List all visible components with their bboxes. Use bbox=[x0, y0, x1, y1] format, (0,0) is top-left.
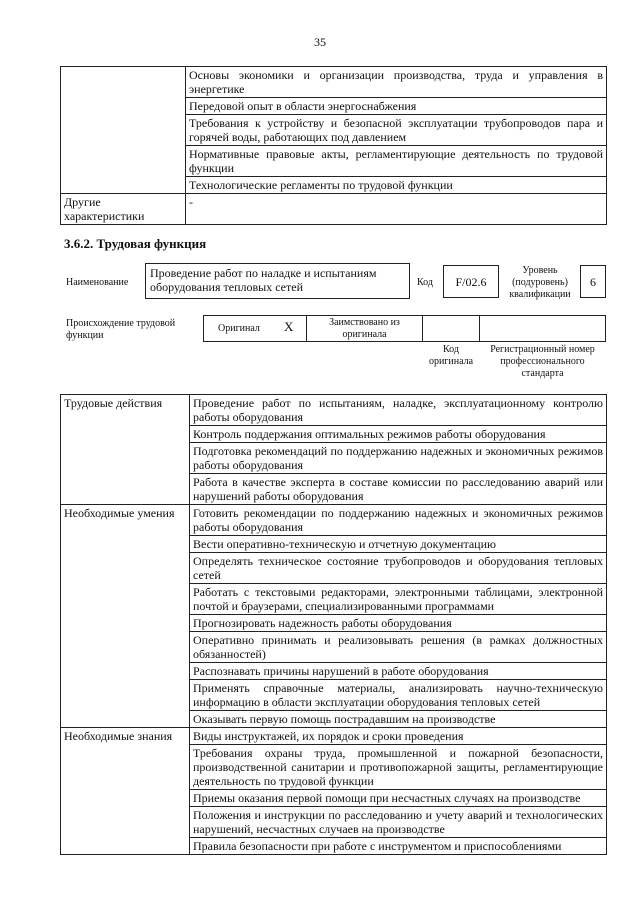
registration-number-cell bbox=[479, 315, 606, 342]
registration-caption: Регистрационный номер профессионального стандарта bbox=[490, 344, 595, 379]
skill-item: Вести оперативно-техническую и отчетную документацию bbox=[190, 536, 607, 553]
function-name-value: Проведение работ по наладке и испытаниям оборудования тепловых сетей bbox=[145, 263, 410, 299]
other-characteristics-value: - bbox=[186, 194, 607, 225]
knowledge-item: Требования охраны труда, промышленной и пожарной безопасности, производственной санитарии и противопожарной защиты, регламентирующие деятельность по трудовой функции bbox=[190, 745, 607, 790]
original-cell bbox=[203, 315, 307, 342]
other-characteristics-label: Другие характеристики bbox=[61, 194, 186, 225]
labor-action-item: Работа в качестве эксперта в составе комиссии по расследованию аварий или нарушений работы оборудования bbox=[190, 474, 607, 505]
name-label: Наименование bbox=[66, 277, 129, 288]
knowledge-item: Нормативные правовые акты, регламентирующие деятельность по трудовой функции bbox=[186, 146, 607, 177]
skill-item: Распознавать причины нарушений в работе оборудования bbox=[190, 663, 607, 680]
skill-item: Работать с текстовыми редакторами, электронными таблицами, электронной почтой и браузерами, специализированными программами bbox=[190, 584, 607, 615]
original-code-cell bbox=[422, 315, 480, 342]
labor-action-item: Контроль поддержания оптимальных режимов работы оборудования bbox=[190, 426, 607, 443]
level-label: Уровень (подуровень) квалификации bbox=[509, 265, 571, 300]
knowledge-continuation-table bbox=[60, 66, 607, 225]
code-value: F/02.6 bbox=[443, 265, 499, 298]
labor-function-table bbox=[60, 394, 607, 855]
section-title: 3.6.2. Трудовая функция bbox=[64, 236, 207, 251]
skill-item: Оперативно принимать и реализовывать решения (в рамках должностных обязанностей) bbox=[190, 632, 607, 663]
labor-actions-label: Трудовые действия bbox=[61, 395, 190, 505]
original-mark: X bbox=[284, 319, 294, 334]
empty-label-cell bbox=[61, 67, 186, 194]
code-caption: Код оригинала bbox=[428, 344, 474, 367]
code-label: Код bbox=[417, 277, 433, 288]
borrowed-cell: Заимствовано из оригинала bbox=[306, 315, 423, 342]
skill-item: Прогнозировать надежность работы оборудования bbox=[190, 615, 607, 632]
knowledge-item: Виды инструктажей, их порядок и сроки проведения bbox=[190, 728, 607, 745]
knowledge-item: Положения и инструкции по расследованию и учету аварий и технологических нарушений, несчастных случаев на производстве bbox=[190, 807, 607, 838]
labor-action-item: Проведение работ по испытаниям, наладке, эксплуатационному контролю работы оборудования bbox=[190, 395, 607, 426]
skill-item: Применять справочные материалы, анализировать научно-техническую информацию в области эксплуатации оборудования тепловых сетей bbox=[190, 680, 607, 711]
knowledge-item: Передовой опыт в области энергоснабжения bbox=[186, 98, 607, 115]
knowledge-item: Приемы оказания первой помощи при несчастных случаях на производстве bbox=[190, 790, 607, 807]
knowledge-item: Требования к устройству и безопасной эксплуатации трубопроводов пара и горячей воды, работающих под давлением bbox=[186, 115, 607, 146]
original-label: Оригинал bbox=[218, 323, 260, 334]
knowledge-label: Необходимые знания bbox=[61, 728, 190, 855]
knowledge-item: Основы экономики и организации производства, труда и управления в энергетике bbox=[186, 67, 607, 98]
skill-item: Оказывать первую помощь пострадавшим на производстве bbox=[190, 711, 607, 728]
skill-item: Готовить рекомендации по поддержанию надежных и экономичных режимов работы оборудования bbox=[190, 505, 607, 536]
knowledge-item: Правила безопасности при работе с инструментом и приспособлениями bbox=[190, 838, 607, 855]
knowledge-item: Технологические регламенты по трудовой функции bbox=[186, 177, 607, 194]
skill-item: Определять техническое состояние трубопроводов и оборудования тепловых сетей bbox=[190, 553, 607, 584]
level-value: 6 bbox=[580, 265, 606, 298]
origin-label: Происхождение трудовой функции bbox=[66, 318, 176, 341]
labor-action-item: Подготовка рекомендаций по поддержанию надежных и экономичных режимов работы оборудования bbox=[190, 443, 607, 474]
skills-label: Необходимые умения bbox=[61, 505, 190, 728]
page-number: 35 bbox=[314, 35, 326, 49]
